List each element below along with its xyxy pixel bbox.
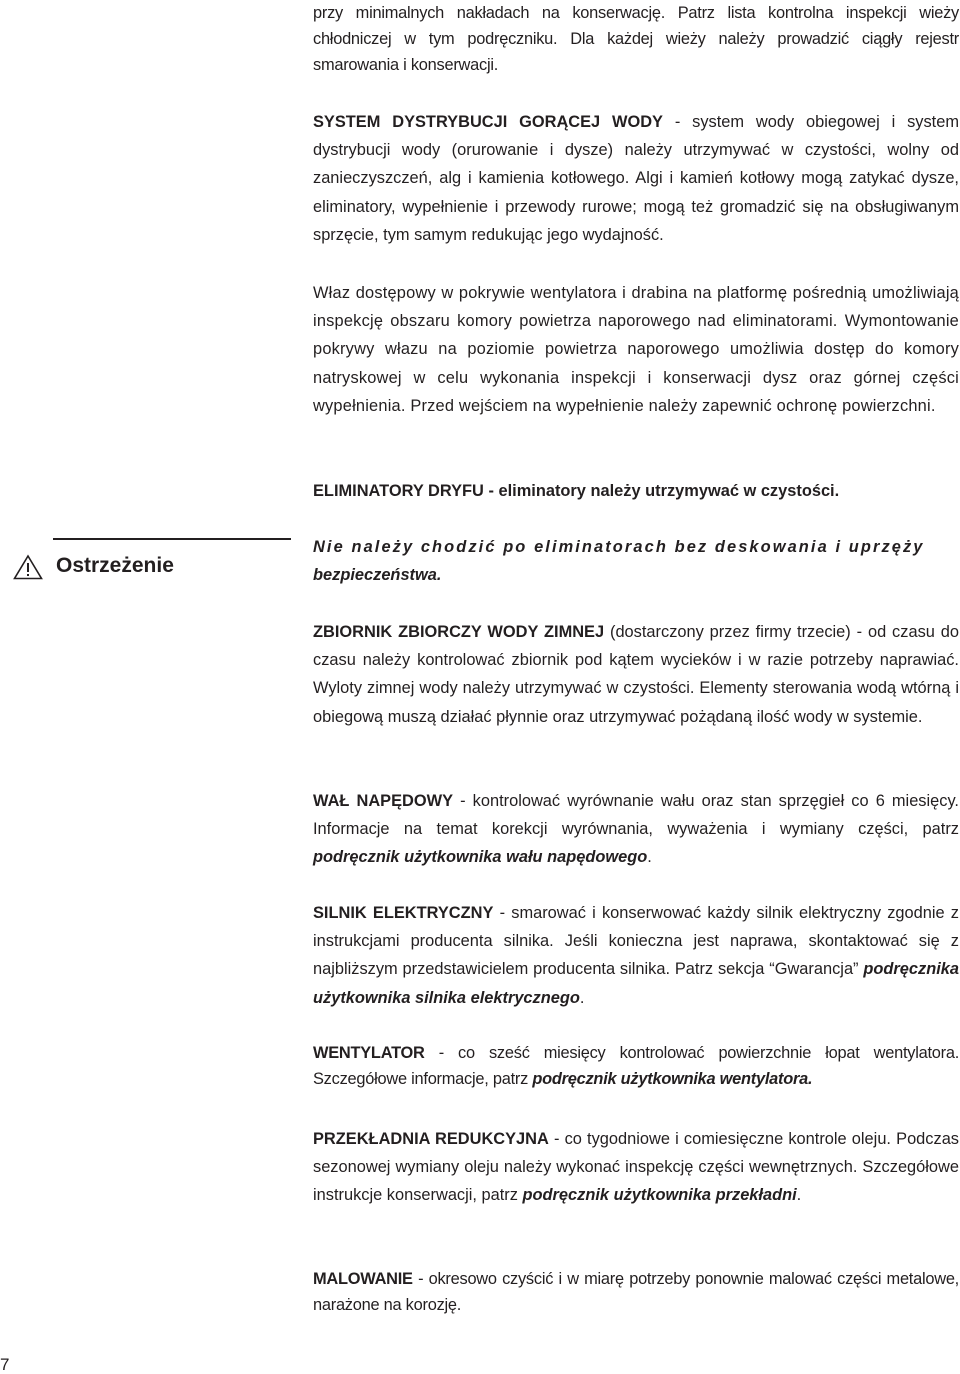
- access-hatch-text: Właz dostępowy w pokrywie wentylatora i drabina na platformę pośrednią umożliwiają inspekcję obszaru komory powietrza naporowego nad eliminatorami. Wymontowanie pokrywy włazu na poziomie powietrza naporowego umożliwia dostęp do komory natryskowej w celu wykonania inspekcji i konserwacji dysz oraz górnej części wypełnienia. Przed wejściem na wypełnienie należy zapewnić ochronę powierzchni.: [313, 284, 959, 415]
- drive-shaft-manual-reference: podręcznik użytkownika wału napędowego: [313, 848, 648, 867]
- hot-water-system-paragraph: [313, 108, 959, 249]
- gear-reducer-text: - co tygodniowe i comiesięczne kontrole oleju. Podczas sezonowej wymiany oleju należy wykonać inspekcję części wewnętrznych. Szczegółowe instrukcje konserwacji, patrz: [313, 1130, 960, 1205]
- hot-water-system-heading: SYSTEM DYSTRYBUCJI GORĄCEJ WODY: [313, 113, 663, 131]
- warning-label: Ostrzeżenie: [56, 554, 174, 577]
- fan-text: - co sześć miesięcy kontrolować powierzchnie łopat wentylatora. Szczegółowe informacje, patrz: [313, 1044, 959, 1089]
- cold-water-basin-paragraph: [313, 618, 959, 731]
- drift-eliminators-paragraph: [313, 477, 959, 505]
- drive-shaft-heading: WAŁ NAPĘDOWY: [313, 792, 454, 810]
- warning-triangle-icon: [13, 554, 43, 580]
- drift-eliminators-text: - eliminatory należy utrzymywać w czystości.: [483, 482, 840, 500]
- electric-motor-manual-reference: podręcznika użytkownika silnika elektrycznego: [313, 960, 959, 1007]
- painting-paragraph: [313, 1266, 959, 1318]
- gear-reducer-end: .: [796, 1186, 802, 1205]
- electric-motor-paragraph: [313, 899, 959, 1012]
- electric-motor-end: .: [579, 988, 585, 1007]
- painting-text: - okresowo czyścić i w miarę potrzeby ponownie malować części metalowe, narażone na korozję.: [313, 1270, 959, 1315]
- warning-text-line-2: bezpieczeństwa.: [313, 566, 442, 584]
- painting-heading: MALOWANIE: [313, 1270, 413, 1288]
- warning-text: [313, 533, 959, 589]
- fan-paragraph: [313, 1040, 959, 1092]
- intro-text: przy minimalnych nakładach na konserwację. Patrz lista kontrolna inspekcji wieży chłodniczej w tym podręczniku. Dla każdej wieży należy prowadzić ciągły rejestr smarowania i konserwacji.: [313, 4, 959, 75]
- drive-shaft-end: .: [647, 848, 652, 867]
- fan-heading: WENTYLATOR: [313, 1044, 425, 1062]
- electric-motor-heading: SILNIK ELEKTRYCZNY: [313, 904, 494, 922]
- warning-divider: [53, 538, 291, 540]
- gear-reducer-manual-reference: podręcznik użytkownika przekładni: [522, 1186, 797, 1205]
- gear-reducer-heading: PRZEKŁADNIA REDUKCYJNA: [313, 1130, 549, 1148]
- electric-motor-text: - smarować i konserwować każdy silnik elektryczny zgodnie z instrukcjami producenta silnika. Jeśli konieczna jest naprawa, skontaktować się z najbliższym przedstawicielem producenta silnika. Patrz sekcja “Gwarancja”: [313, 904, 959, 979]
- cold-water-basin-heading: ZBIORNIK ZBIORCZY WODY ZIMNEJ: [313, 623, 605, 641]
- page-number: 7: [0, 1355, 10, 1374]
- drive-shaft-paragraph: [313, 787, 959, 872]
- intro-paragraph: [313, 0, 959, 79]
- fan-manual-reference: podręcznik użytkownika wentylatora.: [532, 1070, 813, 1089]
- drive-shaft-text: - kontrolować wyrównanie wału oraz stan sprzęgieł co 6 miesięcy. Informacje na temat korekcji wyrównania, wyważenia i wymiany części, patrz: [313, 792, 959, 839]
- cold-water-basin-text: (dostarczony przez firmy trzecie) - od czasu do czasu należy kontrolować zbiornik pod kątem wycieków i w razie potrzeby naprawiać. Wyloty zimnej wody należy utrzymywać w czystości. Elementy sterowania wodą wtórną i obiegową muszą działać płynnie oraz utrzymywać pożądaną ilość wody w systemie.: [313, 623, 959, 726]
- warning-callout: [13, 538, 291, 588]
- access-hatch-paragraph: [313, 279, 959, 420]
- drift-eliminators-heading: ELIMINATORY DRYFU: [313, 482, 484, 500]
- hot-water-system-text: - system wody obiegowej i system dystrybucji wody (orurowanie i dysze) należy utrzymywać w czystości, wolny od zanieczyszczeń, alg i kamienia kotłowego. Algi i kamień kotłowy mogą zatykać dysze, eliminatory, wypełnienie i przewody rurowe; mogą też gromadzić się na obsługiwanym sprzęcie, tym samym redukując jego wydajność.: [313, 113, 959, 244]
- warning-text-line-1: Nie należy chodzić po eliminatorach bez deskowania i uprzęży: [313, 538, 925, 556]
- gear-reducer-paragraph: [313, 1125, 959, 1210]
